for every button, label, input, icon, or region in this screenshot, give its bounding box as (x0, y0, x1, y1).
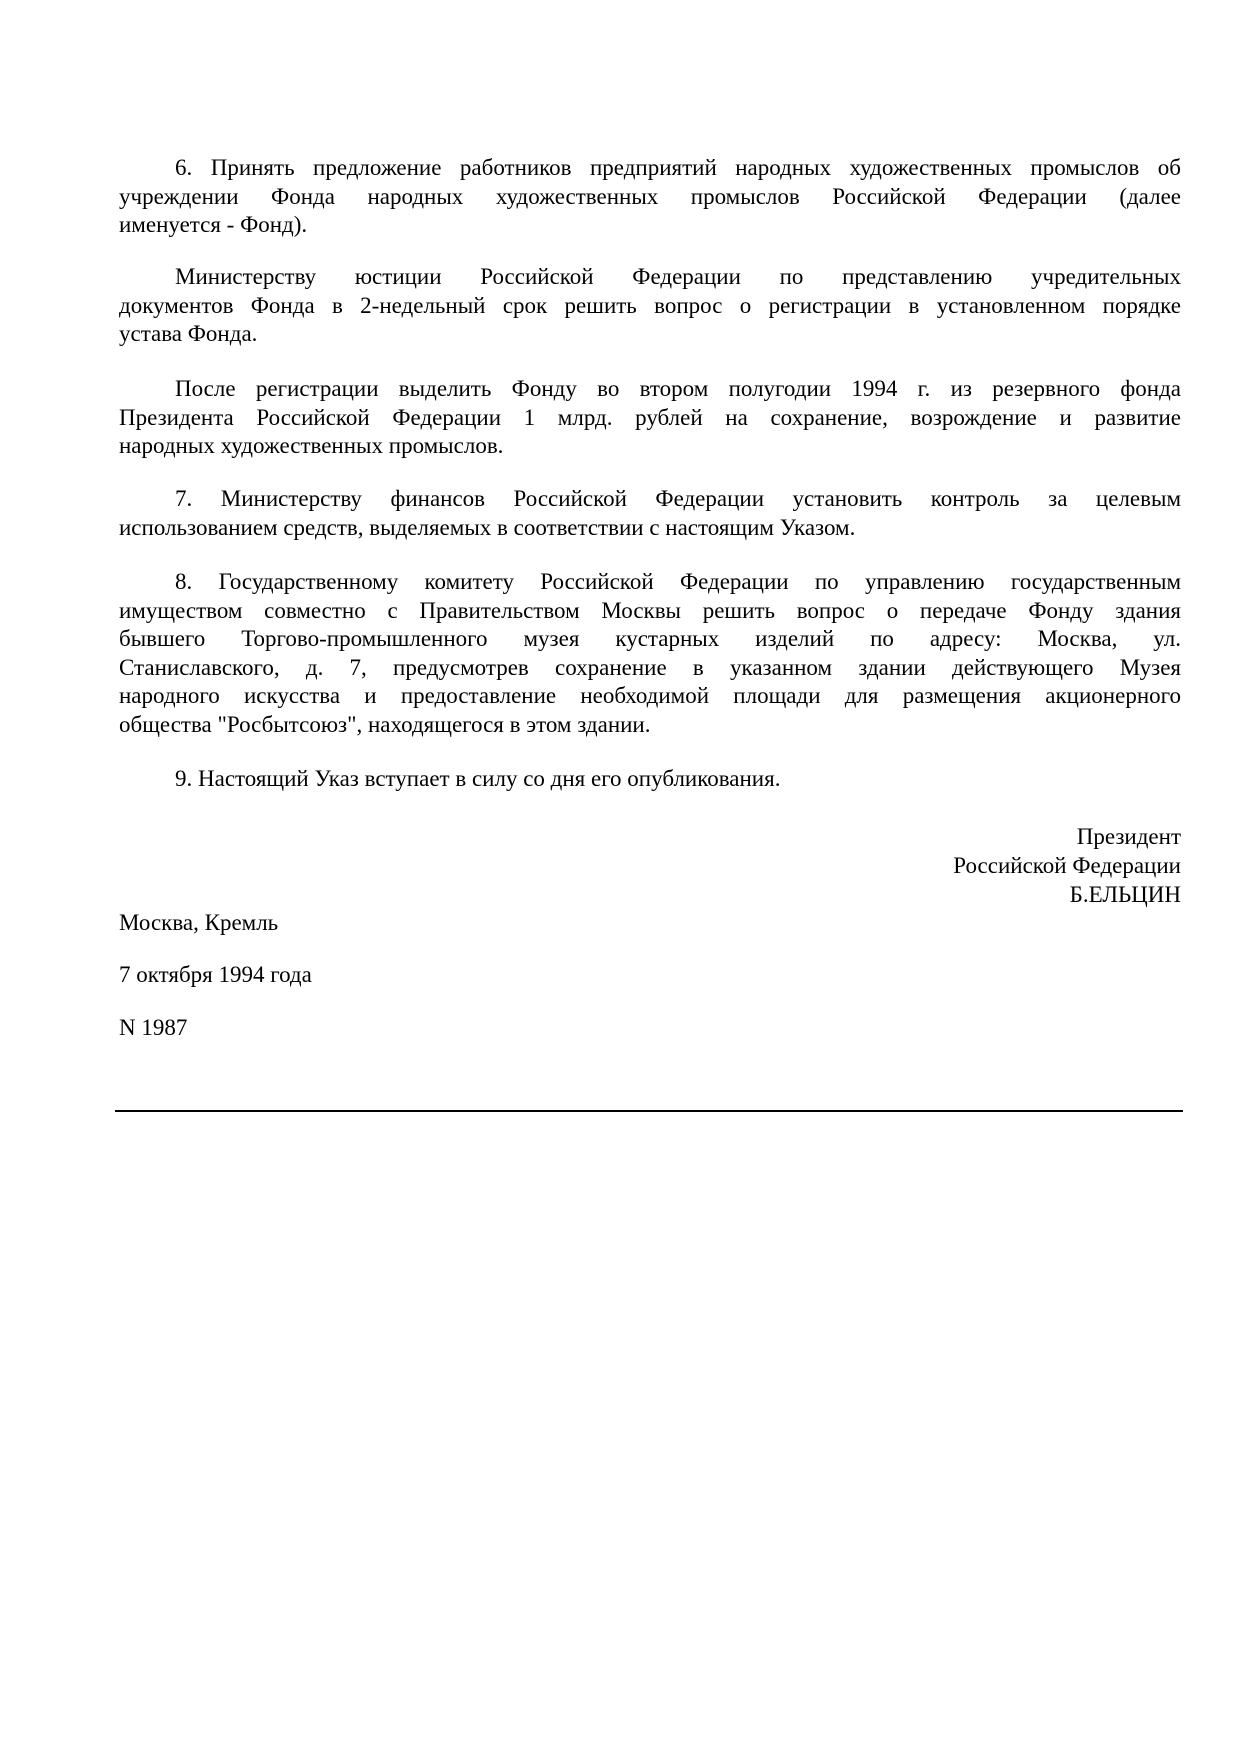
paragraph-line: общества "Росбытсоюз", находящегося в этом здании. (119, 711, 651, 737)
paragraph-line: 6. Принять предложение работников предприятий народных художественных промыслов об (175, 155, 1181, 180)
paragraph (119, 263, 1181, 349)
paragraph-line: Президента Российской Федерации 1 млрд. рублей на сохранение, возрождение и развитие (119, 404, 1181, 430)
paragraph-line: бывшего Торгово-промышленного музея кустарных изделий по адресу: Москва, ул. (119, 626, 1181, 651)
paragraph-line: 9. Настоящий Указ вступает в силу со дня его опубликования. (175, 766, 781, 791)
paragraph-line: устава Фонда. (119, 321, 258, 346)
paragraph-line: 7. Министерству финансов Российской Федерации установить контроль за целевым (175, 486, 1181, 511)
paragraph (119, 485, 1181, 542)
paragraph-line: Министерству юстиции Российской Федерации по представлению учредительных (175, 264, 1181, 289)
paragraph-line: После регистрации выделить Фонду во втором полугодии 1994 г. из резервного фонда (175, 376, 1181, 401)
paragraph-line: использованием средств, выделяемых в соответствии с настоящим Указом. (119, 514, 856, 540)
paragraph (119, 154, 1181, 240)
decree-number: N 1987 (119, 1015, 188, 1040)
paragraph-line: народных художественных промыслов. (119, 433, 504, 458)
date: 7 октября 1994 года (119, 962, 312, 987)
paragraph (119, 568, 1181, 739)
horizontal-rule (115, 1110, 1183, 1112)
signature-block (119, 822, 1181, 909)
paragraph-line: имуществом совместно с Правительством Москвы решить вопрос о передаче Фонду здания (119, 597, 1181, 623)
paragraph-line: 8. Государственному комитету Российской Федерации по управлению государственным (175, 569, 1181, 594)
signature-title: Президент (1076, 824, 1181, 849)
paragraph (119, 765, 1181, 794)
paragraph-line: учреждении Фонда народных художественных промыслов Российской Федерации (далее (119, 183, 1181, 209)
paragraph-line: именуется - Фонд). (119, 212, 308, 237)
paragraph (119, 375, 1181, 461)
paragraph-line: Станиславского, д. 7, предусмотрев сохранение в указанном здании действующего Музея (119, 654, 1181, 680)
signature-country: Российской Федерации (953, 853, 1181, 878)
place: Москва, Кремль (119, 910, 279, 935)
paragraph-line: народного искусства и предоставление необходимой площади для размещения акционерного (119, 683, 1181, 708)
signature-name: Б.ЕЛЬЦИН (1069, 882, 1181, 907)
paragraph-line: документов Фонда в 2-недельный срок решить вопрос о регистрации в установленном порядке (119, 292, 1181, 318)
